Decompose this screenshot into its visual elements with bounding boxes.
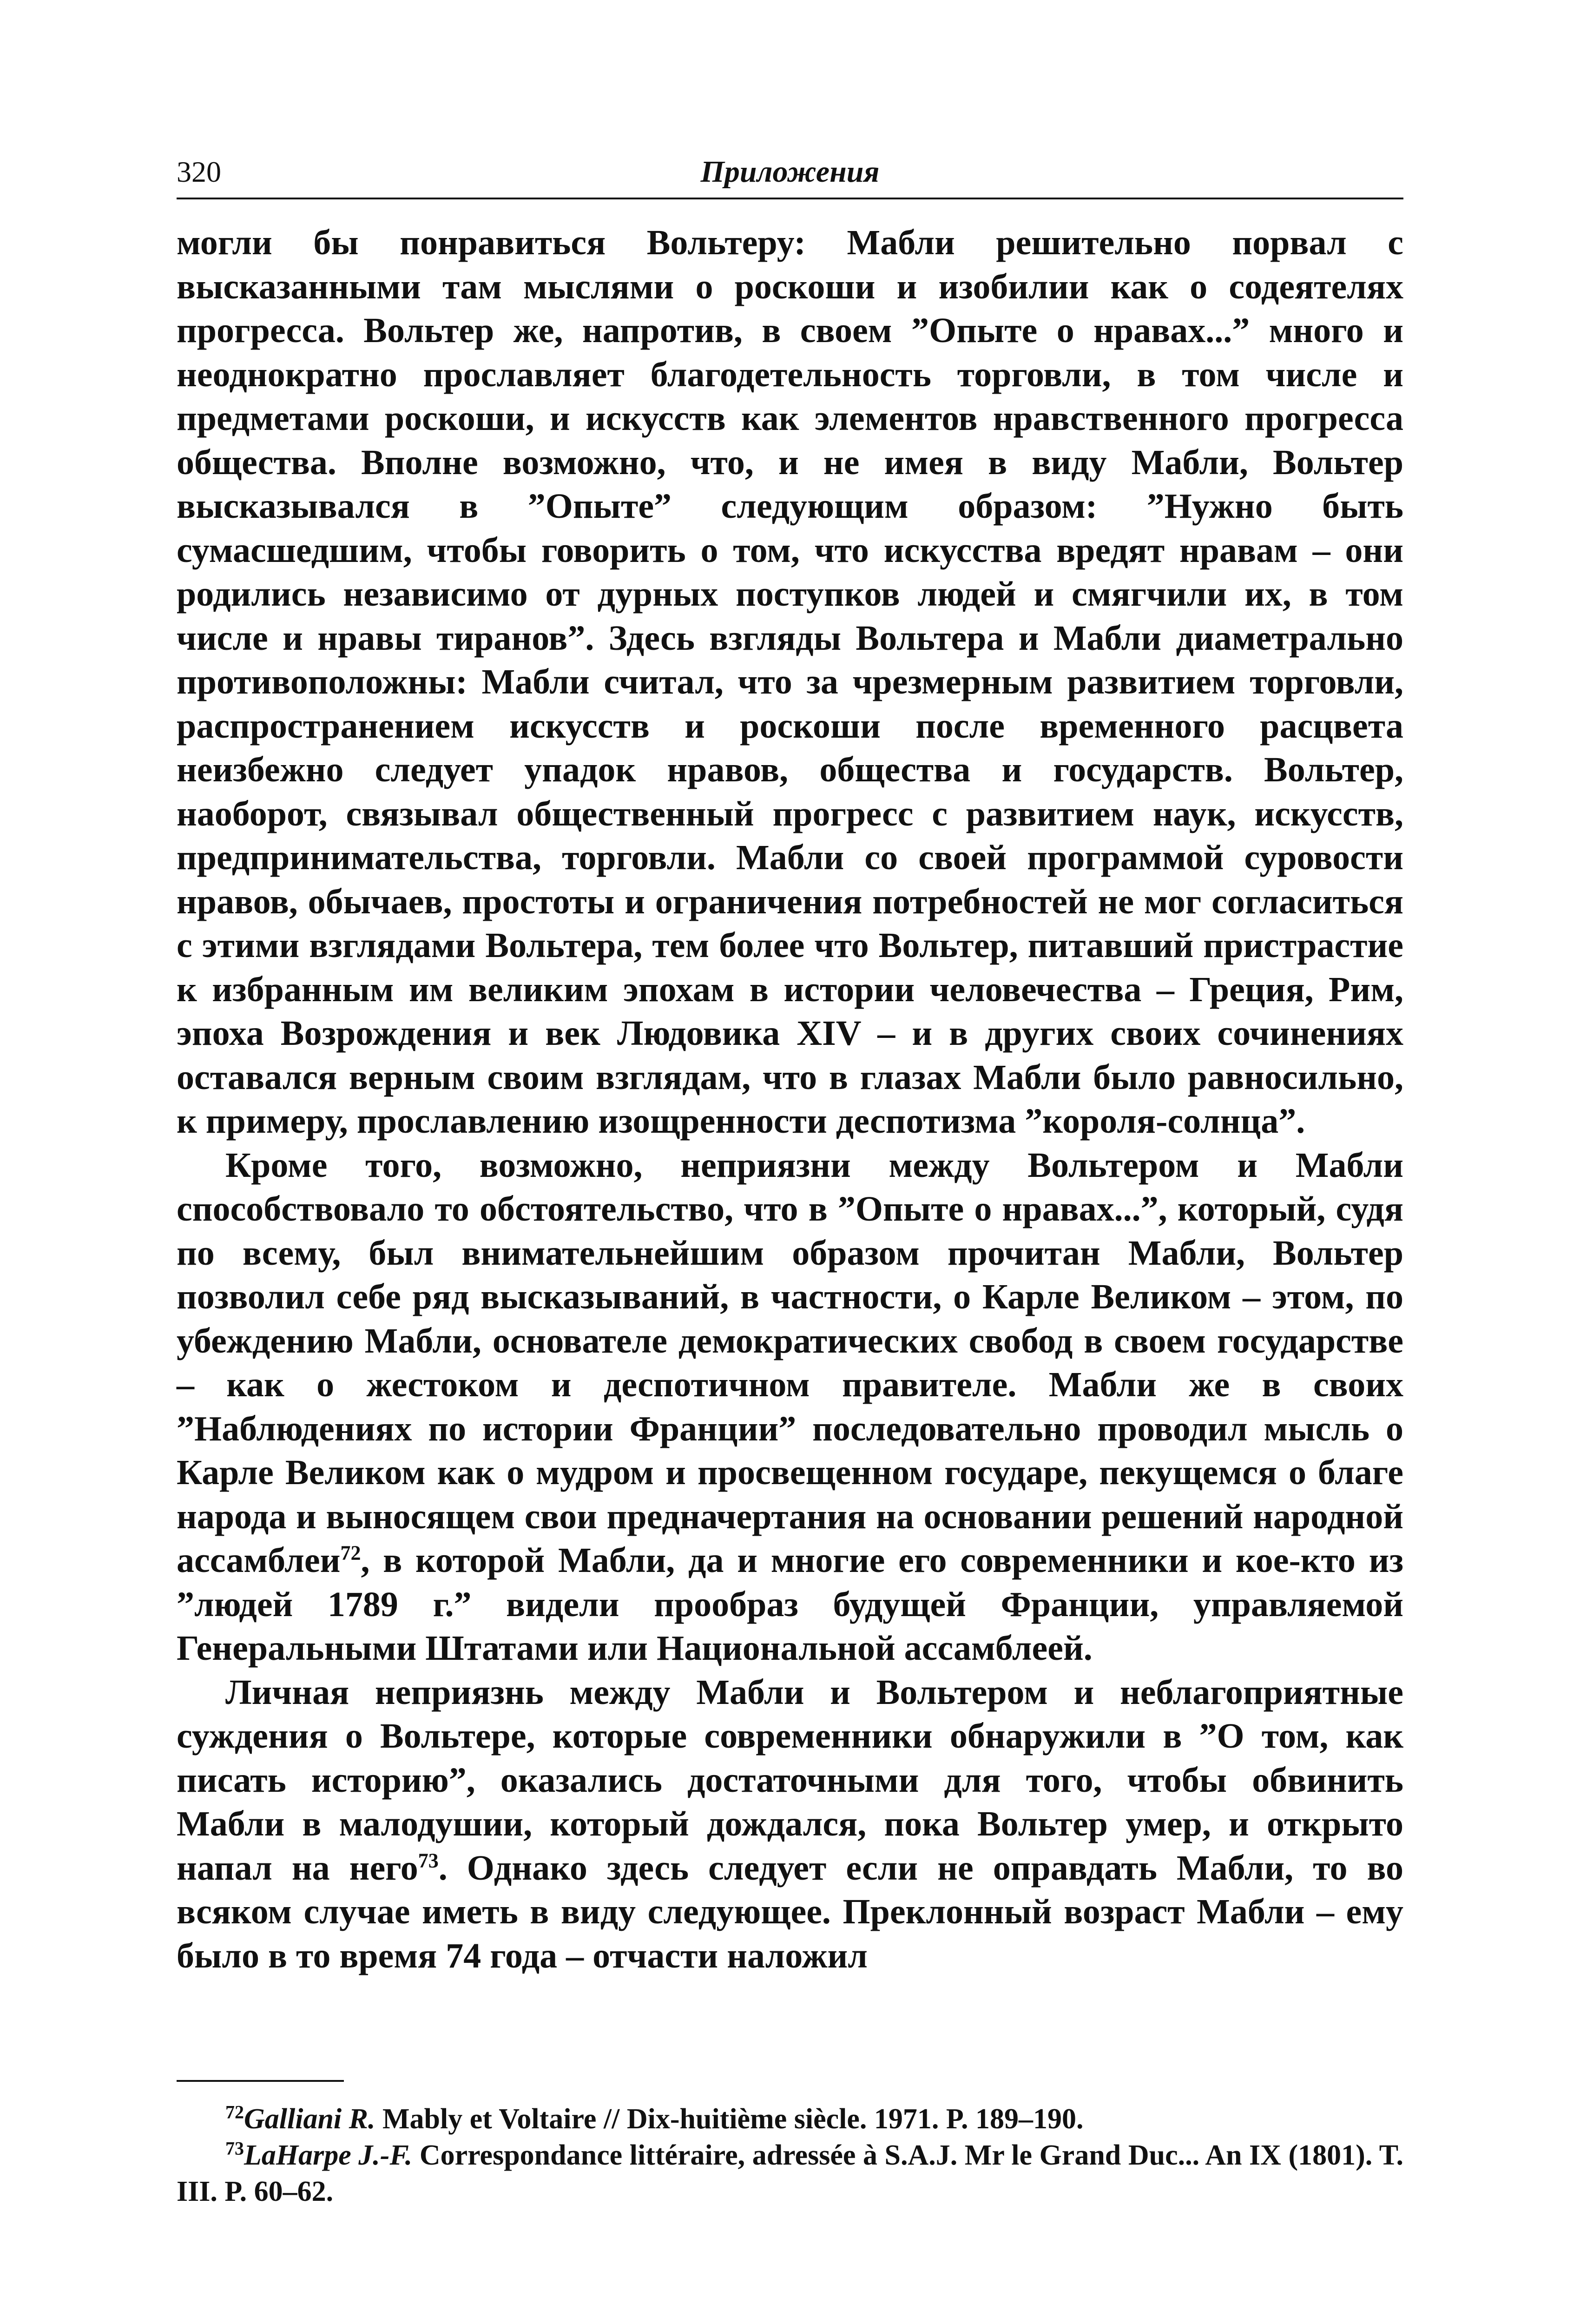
footnotes: [177, 2101, 1403, 2210]
paragraph-2-part-1: Кроме того, возможно, неприязни между Вольтером и Мабли способствовало то обстоятельство, что в ”Опыте о нравах...”, который, судя по всему, был внимательнейшим образом прочитан Мабли, Вольтер позволил себе ряд высказываний, в частности, о Карле Великом – этом, по убеждению Мабли, основателе демократических свобод в своем государстве – как о жестоком и деспотичном правителе. Мабли же в своих ”Наблюдениях по истории Франции” последовательно проводил мысль о Карле Великом как о мудром и просвещенном государе, пекущемся о благе народа и выносящем свои предначертания на основании решений народной ассамблеи: [177, 1145, 1403, 1580]
header-rule: [177, 198, 1403, 199]
paragraph-3-part-1: Личная неприязнь между Мабли и Вольтером и неблагоприятные суждения о Вольтере, которые современники обнаружили в ”О том, как писать историю”, оказались достаточными для того, чтобы обвинить Мабли в малодушии, который дождался, пока Вольтер умер, и открыто напал на него: [177, 1672, 1403, 1888]
footnote-ref-72: 72: [340, 1541, 361, 1565]
footnote-72: [177, 2101, 1403, 2137]
footnote-73: [177, 2137, 1403, 2210]
footnote-author: LaHarpe J.-F.: [244, 2139, 413, 2171]
footnote-mark: 73: [225, 2138, 244, 2159]
footnote-ref-73: 73: [418, 1849, 439, 1872]
paragraph-3: [177, 1670, 1403, 1978]
footnote-text: Correspondance littéraire, adressée à S.A.J. Mr le Grand Duc... An IX (1801). T. III. P. 60–62.: [177, 2139, 1403, 2207]
page-number: 320: [177, 155, 221, 188]
footnote-author: Galliani R.: [244, 2103, 375, 2135]
paragraph-2: [177, 1143, 1403, 1670]
footnote-text: Mably et Voltaire // Dix-huitième siècle. 1971. P. 189–190.: [375, 2103, 1084, 2135]
main-text: [177, 221, 1403, 1978]
paragraph-1: могли бы понравиться Вольтеру: Мабли решительно порвал с высказанными там мыслями о роскоши и изобилии как о содеятелях прогресса. Вольтер же, напротив, в своем ”Опыте о нравах...” много и неоднократно прославляет благодетельность торговли, в том числе и предметами роскоши, и искусств как элементов нравственного прогресса общества. Вполне возможно, что, и не имея в виду Мабли, Вольтер высказывался в ”Опыте” следующим образом: ”Нужно быть сумасшедшим, чтобы говорить о том, что искусства вредят нравам – они родились независимо от дурных поступков людей и смягчили их, в том числе и нравы тиранов”. Здесь взгляды Вольтера и Мабли диаметрально противоположны: Мабли считал, что за чрезмерным развитием торговли, распространением искусств и роскоши после временного расцвета неизбежно следует упадок нравов, общества и государств. Вольтер, наоборот, связывал общественный прогресс с развитием наук, искусств, предпринимательства, торговли. Мабли со своей программой суровости нравов, обычаев, простоты и ограничения потребностей не мог согласиться с этими взглядами Вольтера, тем более что Вольтер, питавший пристрастие к избранным им великим эпохам в истории человечества – Греция, Рим, эпоха Возрождения и век Людовика XIV – и в других своих сочинениях оставался верным своим взглядам, что в глазах Мабли было равносильно, к примеру, прославлению изощренности деспотизма ”короля-солнца”.: [177, 223, 1403, 1141]
footnote-mark: 72: [225, 2101, 244, 2123]
footnote-rule: [177, 2080, 344, 2082]
page-header: [177, 153, 1403, 205]
paragraph-3-part-2: . Однако здесь следует если не оправдать Мабли, то во всяком случае иметь в виду следующее. Преклонный возраст Мабли – ему было в то время 74 года – отчасти наложил: [177, 1848, 1403, 1975]
running-title: Приложения: [700, 155, 880, 189]
paragraph-2-part-2: , в которой Мабли, да и многие его современники и кое-кто из ”людей 1789 г.” видели прообраз будущей Франции, управляемой Генеральными Штатами или Национальной ассамблеей.: [177, 1541, 1403, 1668]
